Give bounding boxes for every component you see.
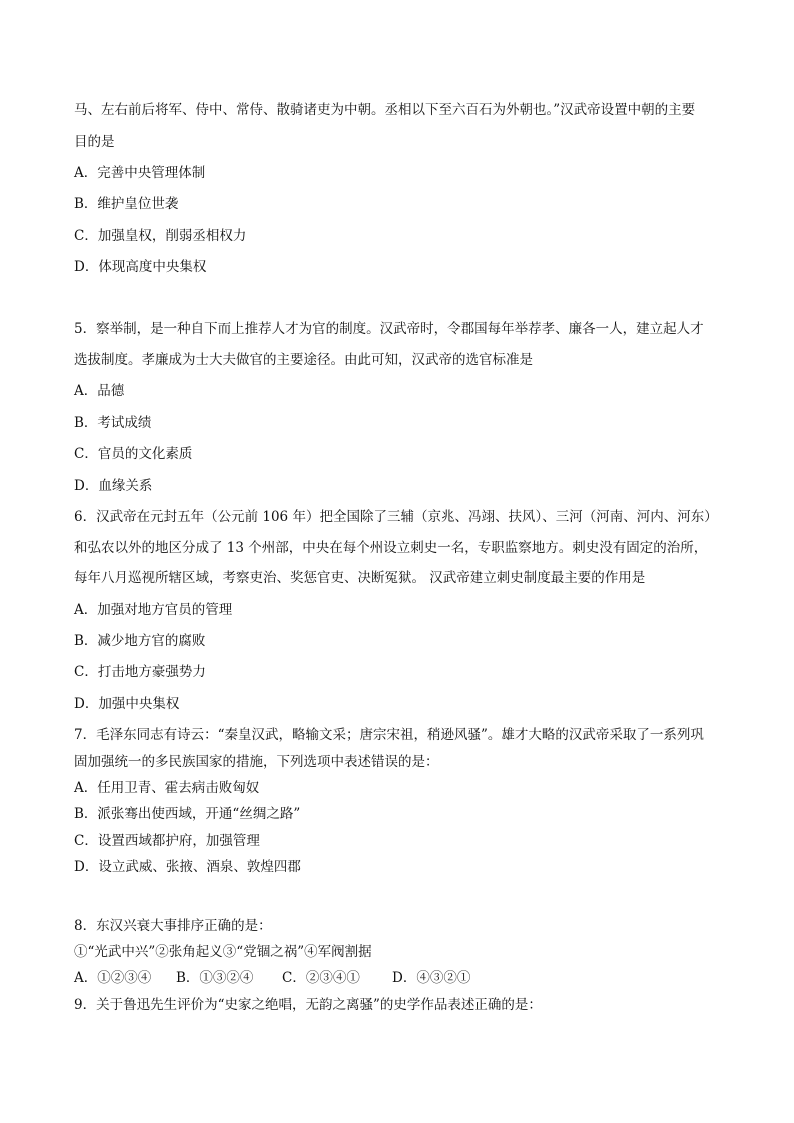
q8-option-c[interactable]: C．②③④① bbox=[282, 970, 360, 986]
q8-option-b[interactable]: B．①③②④ bbox=[176, 970, 254, 986]
q4-option-a[interactable]: A．完善中央管理体制 bbox=[74, 165, 206, 181]
q4-stem-line-2: 目的是 bbox=[74, 134, 115, 150]
q7-stem-line-1: 7．毛泽东同志有诗云：“秦皇汉武，略输文采；唐宗宋祖，稍逊风骚”。雄才大略的汉武帝采取了一系列巩 bbox=[74, 727, 704, 743]
q6-option-b[interactable]: B．减少地方官的腐败 bbox=[74, 633, 206, 649]
q6-option-d[interactable]: D．加强中央集权 bbox=[74, 696, 180, 712]
q7-option-c[interactable]: C．设置西域都护府，加强管理 bbox=[74, 833, 260, 849]
q4-option-b[interactable]: B．维护皇位世袭 bbox=[74, 196, 179, 212]
q5-option-d[interactable]: D．血缘关系 bbox=[74, 478, 153, 494]
q4-stem-line-1: 马、左右前后将军、侍中、常侍、散骑诸吏为中朝。丞相以下至六百石为外朝也。”汉武帝设置中朝的主要 bbox=[74, 102, 696, 118]
q8-stem-line-1: 8．东汉兴衰大事排序正确的是： bbox=[74, 918, 272, 934]
q8-stem-line-2: ①“光武中兴”②张角起义③“党锢之祸”④军阀割据 bbox=[74, 944, 372, 960]
q9-stem-line-1: 9．关于鲁迅先生评价为“史家之绝唱，无韵之离骚”的史学作品表述正确的是： bbox=[74, 997, 542, 1013]
q7-option-b[interactable]: B．派张骞出使西域，开通“丝绸之路” bbox=[74, 806, 301, 822]
q7-option-d[interactable]: D．设立武威、张掖、酒泉、敦煌四郡 bbox=[74, 859, 301, 875]
q5-stem-line-2: 选拔制度。孝廉成为士大夫做官的主要途径。由此可知，汉武帝的选官标准是 bbox=[74, 352, 533, 368]
q8-option-a[interactable]: A．①②③④ bbox=[74, 970, 152, 986]
q5-option-c[interactable]: C．官员的文化素质 bbox=[74, 446, 193, 462]
q8-option-d[interactable]: D．④③②① bbox=[392, 970, 471, 986]
q6-stem-line-2: 和弘农以外的地区分成了 13 个州部，中央在每个州设立刺史一名，专职监察地方。刺史没有固定的治所， bbox=[74, 540, 708, 556]
q6-option-a[interactable]: A．加强对地方官员的管理 bbox=[74, 602, 233, 618]
q6-option-c[interactable]: C．打击地方豪强势力 bbox=[74, 664, 206, 680]
q5-option-a[interactable]: A．品德 bbox=[74, 383, 125, 399]
q4-option-d[interactable]: D．体现高度中央集权 bbox=[74, 259, 207, 275]
q8-options-row bbox=[74, 969, 470, 987]
q7-option-a[interactable]: A．任用卫青、霍去病击败匈奴 bbox=[74, 780, 260, 796]
q4-option-c[interactable]: C．加强皇权，削弱丞相权力 bbox=[74, 228, 247, 244]
q7-stem-line-2: 固加强统一的多民族国家的措施，下列选项中表述错误的是： bbox=[74, 754, 439, 770]
q5-stem-line-1: 5．察举制，是一种自下而上推荐人才为官的制度。汉武帝时，令郡国每年举荐孝、廉各一人，建立起人才 bbox=[74, 321, 704, 337]
q6-stem-line-1: 6．汉武帝在元封五年（公元前 106 年）把全国除了三辅（京兆、冯翊、扶风）、三河（河南、河内、河东） bbox=[74, 509, 718, 525]
q6-stem-line-3: 每年八月巡视所辖区域，考察吏治、奖惩官吏、决断冤狱。 汉武帝建立刺史制度最主要的作用是 bbox=[74, 570, 646, 586]
q5-option-b[interactable]: B．考试成绩 bbox=[74, 415, 152, 431]
